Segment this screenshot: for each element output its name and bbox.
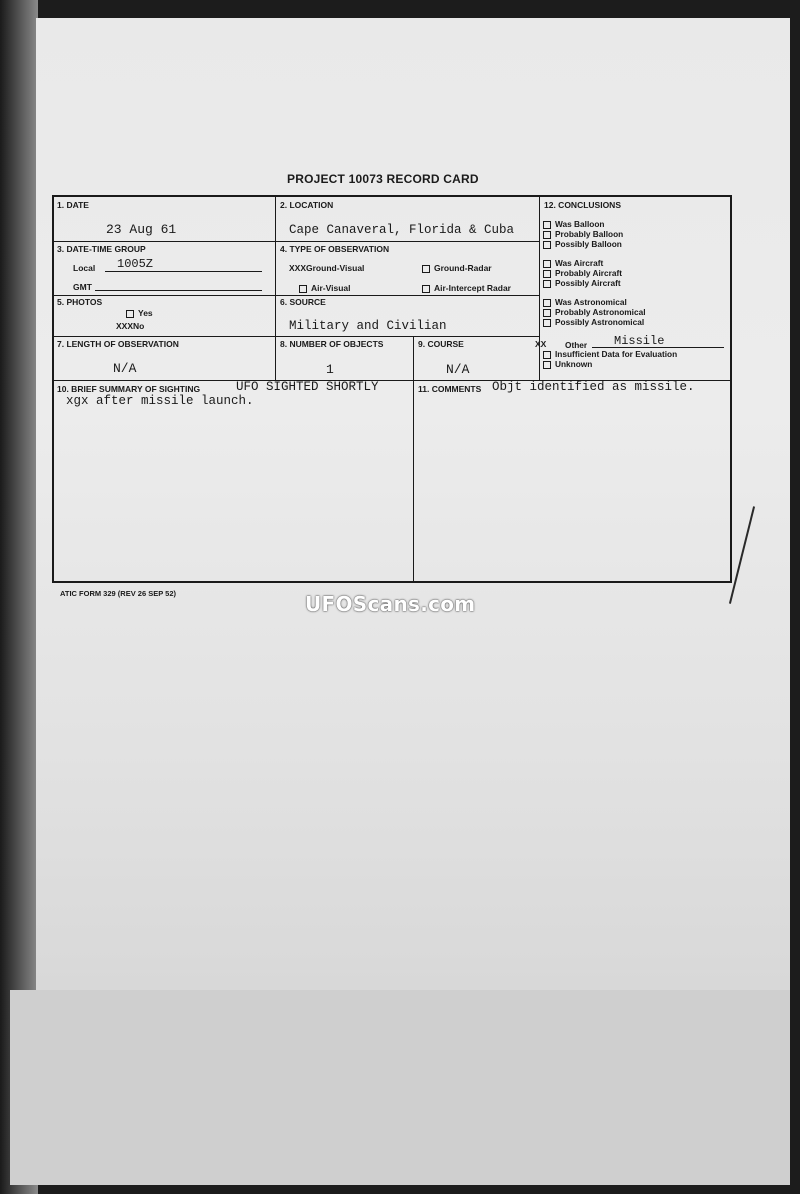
length-value: N/A	[113, 361, 137, 376]
unknown-item	[543, 359, 592, 369]
type-ground-visual	[289, 263, 364, 273]
local-label: Local	[73, 263, 96, 273]
checkbox-icon	[543, 361, 551, 369]
date-value: 23 Aug 61	[106, 222, 177, 237]
air-intercept-text: Air-Intercept Radar	[434, 283, 511, 293]
local-underline	[105, 271, 262, 272]
conclusion-item	[543, 239, 622, 249]
summary-label: 10. BRIEF SUMMARY OF SIGHTING	[57, 384, 201, 394]
ground-visual-mark: XXX	[289, 263, 307, 273]
divider	[53, 336, 539, 337]
conclusion-item	[543, 317, 644, 327]
checkbox-icon	[543, 299, 551, 307]
photos-yes	[126, 308, 153, 318]
course-label: 9. COURSE	[418, 339, 464, 349]
conclusion-text: Probably Balloon	[555, 229, 624, 239]
comments-value: Objt identified as missile.	[492, 380, 695, 394]
conclusion-text: Possibly Balloon	[555, 239, 622, 249]
ground-visual-text: Ground-Visual	[306, 263, 365, 273]
checkbox-icon	[126, 310, 134, 318]
checkbox-icon	[422, 285, 430, 293]
photos-no-text: No	[133, 321, 145, 331]
conclusion-item	[543, 297, 627, 307]
length-label: 7. LENGTH OF OBSERVATION	[57, 339, 179, 349]
location-label: 2. LOCATION	[280, 200, 334, 210]
objects-label: 8. NUMBER OF OBJECTS	[280, 339, 384, 349]
checkbox-icon	[543, 221, 551, 229]
conclusion-text: Was Balloon	[555, 219, 605, 229]
type-label: 4. TYPE OF OBSERVATION	[280, 244, 390, 254]
checkbox-icon	[543, 241, 551, 249]
checkbox-icon	[543, 309, 551, 317]
divider	[413, 337, 414, 380]
watermark: UFOScans.com	[305, 592, 476, 616]
type-air-visual	[299, 283, 351, 293]
objects-value: 1	[326, 362, 334, 377]
divider	[539, 197, 540, 380]
ground-radar-text: Ground-Radar	[434, 263, 492, 273]
conclusion-item	[543, 307, 646, 317]
conclusion-item	[543, 258, 603, 268]
conclusion-item	[543, 219, 604, 229]
dtg-label: 3. DATE-TIME GROUP	[57, 244, 146, 254]
checkbox-icon	[543, 270, 551, 278]
other-mark: XX	[535, 339, 547, 349]
checkbox-icon	[422, 265, 430, 273]
conclusion-text: Probably Astronomical	[555, 307, 646, 317]
card-title: PROJECT 10073 RECORD CARD	[287, 172, 479, 186]
comments-label: 11. COMMENTS	[418, 384, 482, 394]
divider	[53, 295, 539, 296]
checkbox-icon	[543, 280, 551, 288]
photos-label: 5. PHOTOS	[57, 297, 103, 307]
location-value: Cape Canaveral, Florida & Cuba	[289, 223, 515, 237]
checkbox-icon	[299, 285, 307, 293]
conclusion-item	[543, 278, 621, 288]
checkbox-icon	[543, 319, 551, 327]
conclusion-text: Possibly Astronomical	[555, 317, 645, 327]
other-label: Other	[565, 340, 588, 350]
photos-no	[116, 321, 144, 331]
other-value: Missile	[614, 334, 665, 348]
divider	[275, 197, 276, 380]
type-ground-radar	[422, 263, 492, 273]
source-value: Military and Civilian	[289, 319, 447, 333]
lower-sheet	[10, 990, 790, 1185]
source-label: 6. SOURCE	[280, 297, 326, 307]
divider	[53, 241, 539, 242]
course-value: N/A	[446, 362, 470, 377]
local-value: 1005Z	[117, 257, 154, 271]
photos-no-mark: XXX	[116, 321, 134, 331]
insufficient-item	[543, 349, 677, 359]
summary-line2-mark: xgx	[66, 394, 89, 408]
conclusion-item	[543, 229, 623, 239]
checkbox-icon	[543, 260, 551, 268]
unknown-text: Unknown	[555, 359, 593, 369]
form-footer: ATIC FORM 329 (REV 26 SEP 52)	[60, 589, 177, 598]
air-visual-text: Air-Visual	[311, 283, 351, 293]
checkbox-icon	[543, 231, 551, 239]
insufficient-text: Insufficient Data for Evaluation	[555, 349, 678, 359]
type-air-intercept	[422, 283, 511, 293]
conclusions-label: 12. CONCLUSIONS	[544, 200, 621, 210]
date-label: 1. DATE	[57, 200, 89, 210]
conclusion-text: Was Aircraft	[555, 258, 604, 268]
gmt-label: GMT	[73, 282, 92, 292]
conclusion-text: Was Astronomical	[555, 297, 627, 307]
gmt-underline	[95, 290, 262, 291]
summary-line1: UFO SIGHTED SHORTLY	[236, 380, 379, 394]
photos-yes-text: Yes	[138, 308, 153, 318]
conclusion-text: Possibly Aircraft	[555, 278, 621, 288]
summary-line2	[66, 394, 254, 408]
conclusion-item	[543, 268, 622, 278]
summary-line2-text: after missile launch.	[96, 394, 254, 408]
checkbox-icon	[543, 351, 551, 359]
conclusion-text: Probably Aircraft	[555, 268, 623, 278]
